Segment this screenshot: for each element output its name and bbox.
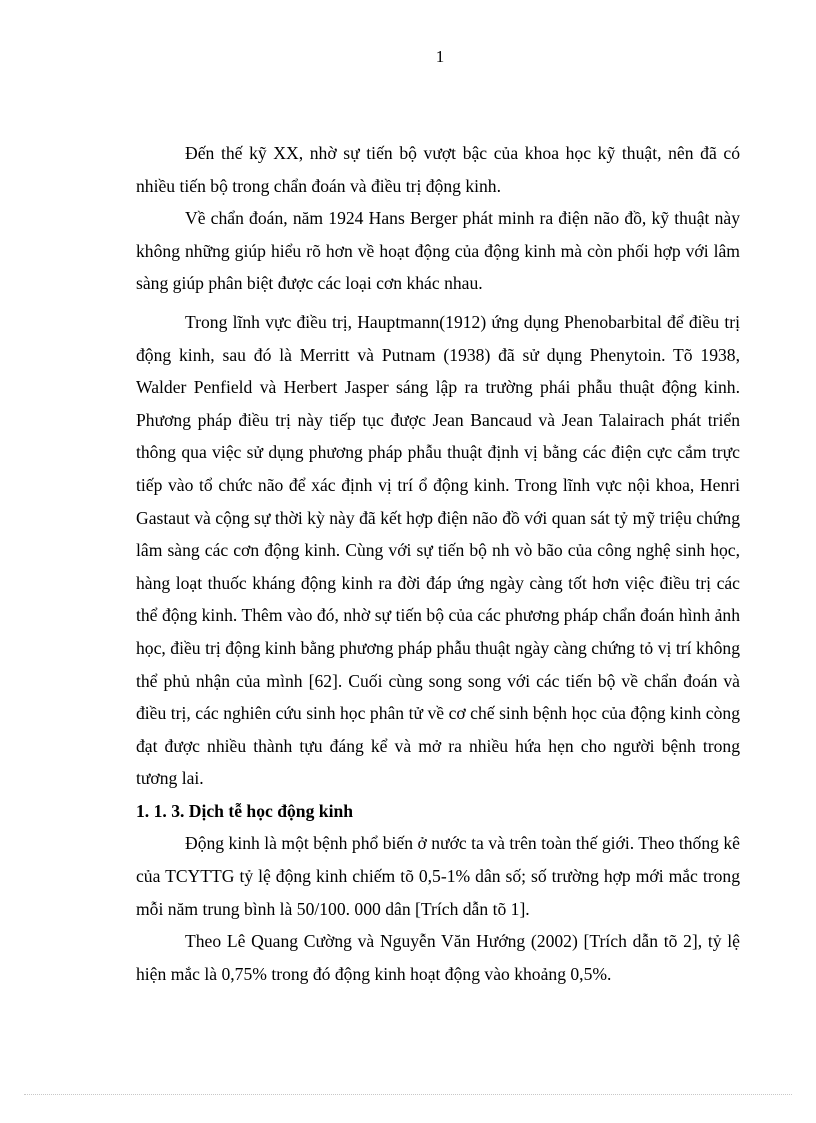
page-number: 1	[435, 47, 445, 66]
paragraph-diagnosis: Về chẩn đoán, năm 1924 Hans Berger phát minh ra điện não đồ, kỹ thuật này không những giúp hiểu rõ hơn về hoạt động của động kinh mà còn phối hợp với lâm sàng giúp phân biệt được các loại cơn khác nhau.	[136, 208, 740, 294]
document-body	[136, 137, 740, 990]
paragraph-prevalence: Động kinh là một bệnh phổ biến ở nước ta và trên toàn thế giới. Theo thống kê của TCYTTG tỷ lệ động kinh chiếm tõ 0,5-1% dân số; số trường hợp mới mắc trong mỗi năm trung bình là 50/100. 000 dân [Trích dẫn tõ 1].	[136, 833, 740, 919]
paragraph-treatment: Trong lĩnh vực điều trị, Hauptmann(1912) ứng dụng Phenobarbital để điều trị động kinh, sau đó là Merritt và Putnam (1938) đã sử dụng Phenytoin. Tõ 1938, Walder Penfield và Herbert Jasper sáng lập ra trường phái phẫu thuật động kinh. Phương pháp điều trị này tiếp tục được Jean Bancaud và Jean Talairach phát triển thông qua việc sử dụng phương pháp phẫu thuật định vị bằng các điện cực cắm trực tiếp vào tổ chức não để xác định vị trí ổ động kinh. Trong lĩnh vực nội khoa, Henri Gastaut và cộng sự thời kỳ này đã kết hợp điện não đồ với quan sát tỷ mỹ triệu chứng lâm sàng các cơn động kinh. Cùng với sự tiến bộ nh vò bão của công nghệ sinh học, hàng loạt thuốc kháng động kinh ra đời đáp ứng ngày càng tốt hơn việc điều trị các thể động kinh. Thêm vào đó, nhờ sự tiến bộ của các phương pháp chẩn đoán hình ảnh học, điều trị động kinh bằng phương pháp phẫu thuật ngày càng chứng tỏ vị trí không thể phủ nhận của mình [62]. Cuối cùng song song với các tiến bộ về chẩn đoán và điều trị, các nghiên cứu sinh học phân tử về cơ chế sinh bệnh học của động kinh còng đạt được nhiều thành tựu đáng kể và mở ra nhiều hứa hẹn cho người bệnh trong tương lai.	[136, 311, 740, 789]
page-bottom-divider	[24, 1094, 792, 1095]
paragraph-history-intro: Đến thế kỹ XX, nhờ sự tiến bộ vượt bậc của khoa học kỹ thuật, nên đã có nhiều tiến bộ trong chẩn đoán và điều trị động kinh.	[136, 143, 740, 196]
section-heading-epidemiology: 1. 1. 3. Dịch tễ học động kinh	[136, 800, 354, 821]
paragraph-vietnam-study: Theo Lê Quang Cường và Nguyễn Văn Hướng (2002) [Trích dẫn tõ 2], tỷ lệ hiện mắc là 0,75% trong đó động kinh hoạt động vào khoảng 0,5%.	[136, 931, 740, 984]
